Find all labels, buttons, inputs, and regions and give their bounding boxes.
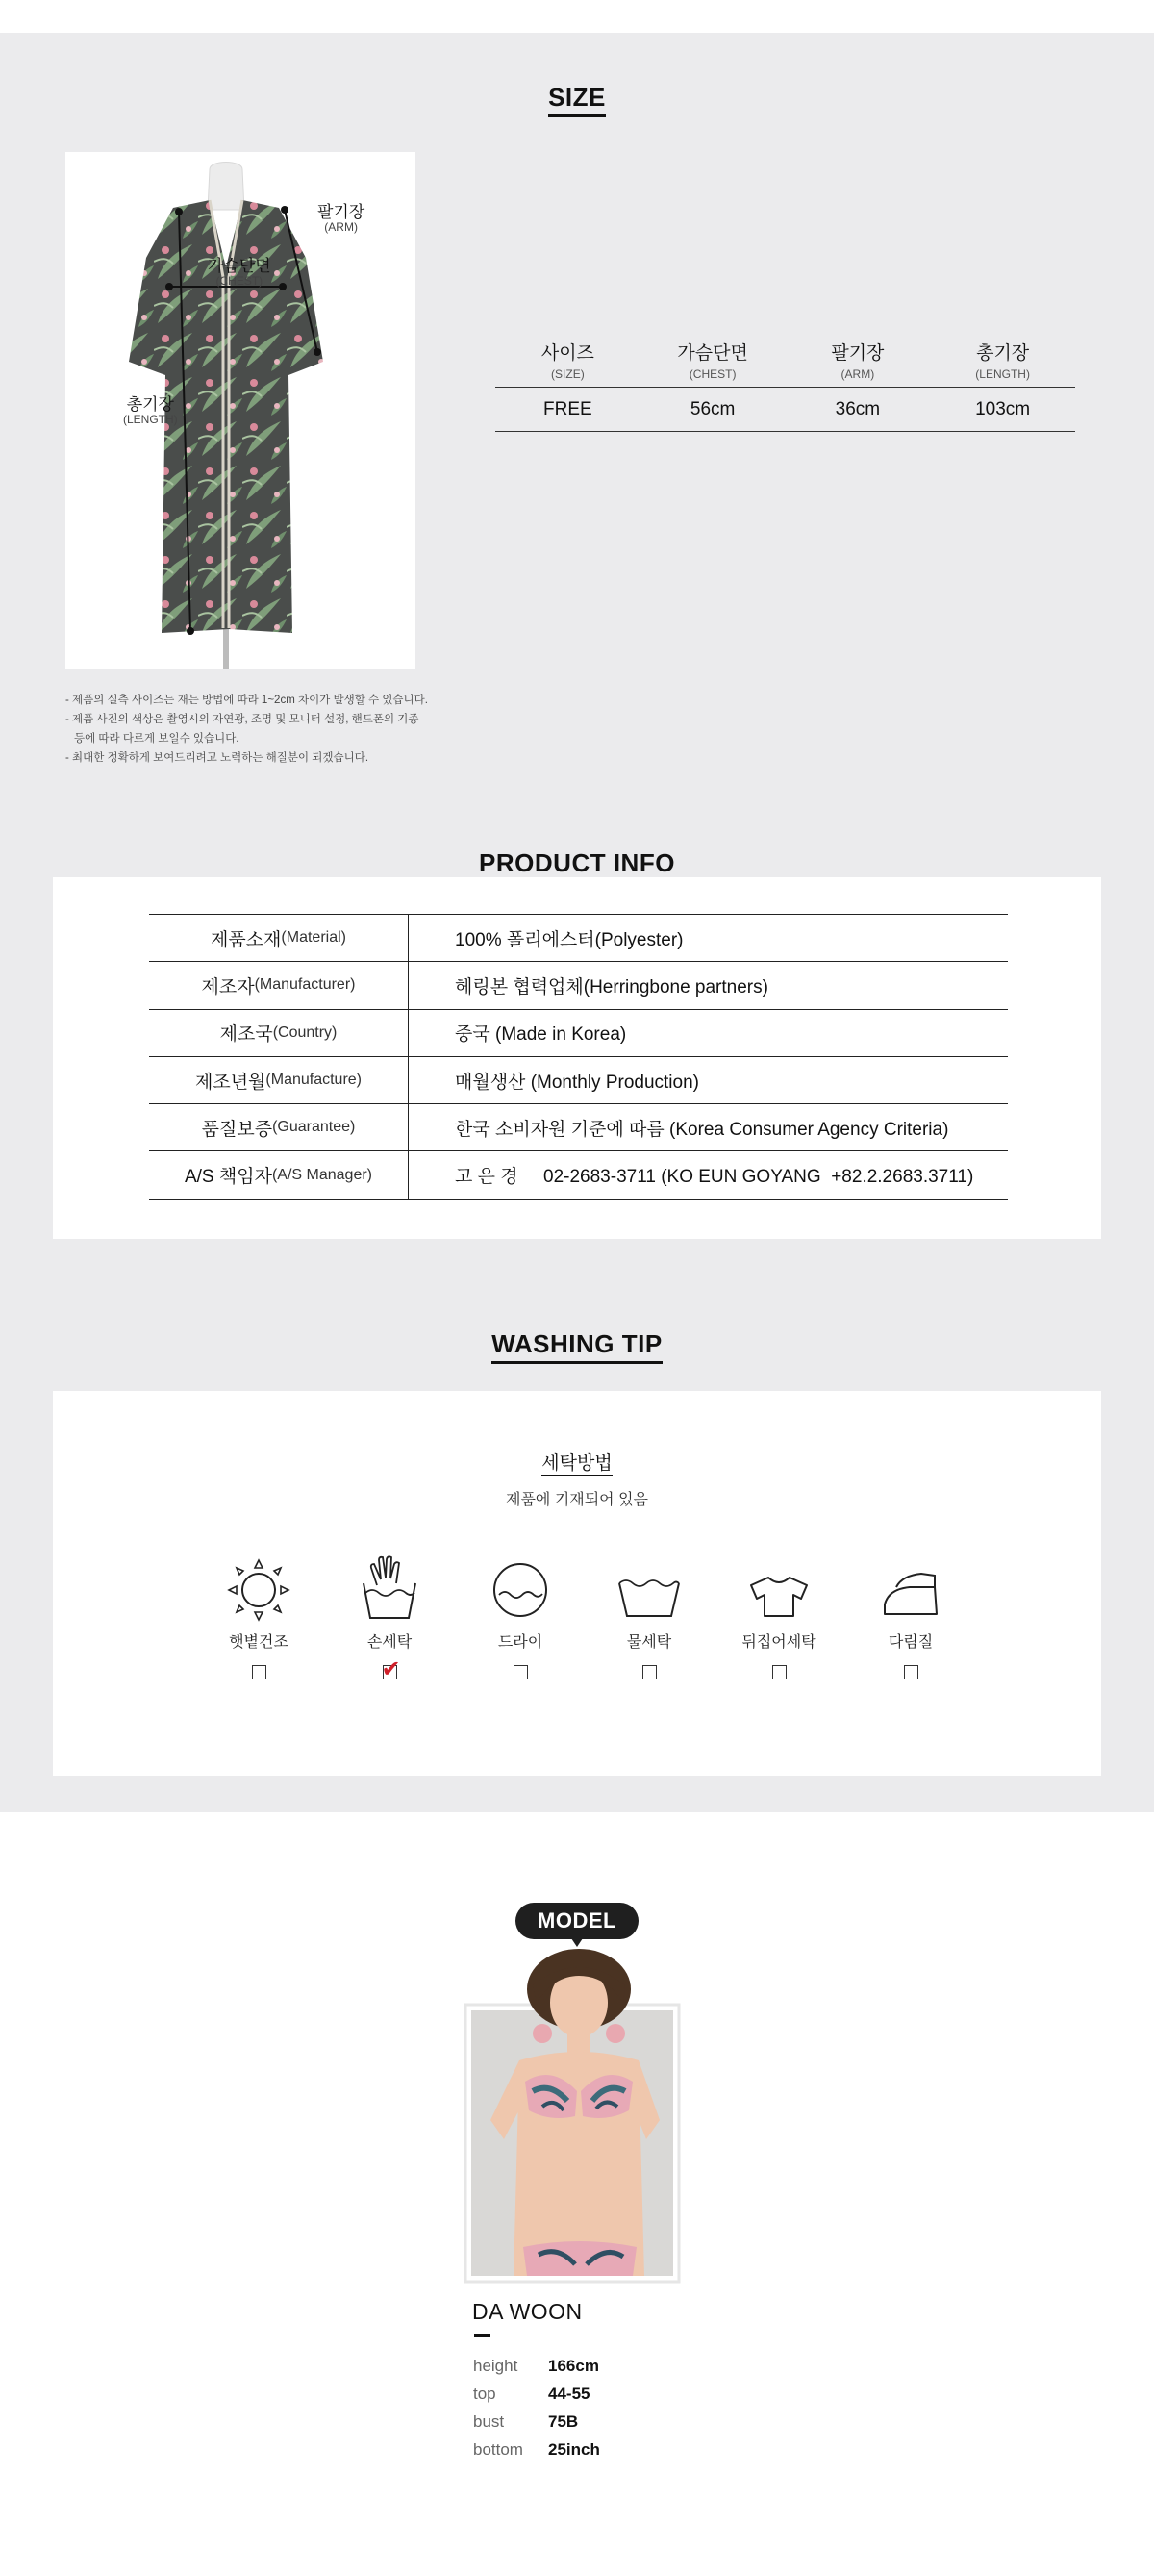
info-row-manufacture-date (149, 1057, 1008, 1104)
wash-item-water-wash (591, 1554, 707, 1679)
info-key: 제조자 (Manufacturer) (149, 962, 409, 1008)
model-stat-row: top 44-55 (473, 2385, 590, 2403)
size-header-cell: 사이즈 (SIZE) (540, 343, 594, 381)
length-label: 총기장 (LENGTH) (123, 395, 178, 426)
model-stat-row: bust 75B (473, 2412, 579, 2431)
info-value: 매월생산 (Monthly Production) (455, 1072, 699, 1093)
info-key: 제조국 (Country) (149, 1010, 409, 1056)
model-name-underline (474, 2334, 490, 2337)
wash-item-hand-wash (332, 1554, 447, 1682)
wash-item-sun-dry (201, 1554, 316, 1679)
chest-label: 가슴단면 (CHEST) (208, 257, 271, 288)
arm-label: 팔기장 (ARM) (317, 203, 365, 234)
info-key: 제조년월 (Manufacture) (149, 1057, 409, 1103)
product-info-box (53, 877, 1101, 1239)
size-note: 등에 따라 다르게 보일수 있습니다. (74, 733, 239, 745)
info-row-material (149, 915, 1008, 962)
info-row-as-manager (149, 1151, 1008, 1199)
check-mark-icon: ✔ (381, 1656, 401, 1682)
size-note: - 최대한 정확하게 보여드리려고 노력하는 해질분이 되겠습니다. (65, 752, 369, 764)
wash-checkbox-checked[interactable] (381, 1656, 401, 1682)
size-note: - 제품의 실측 사이즈는 재는 방법에 따라 1~2cm 차이가 발생할 수 있습니다. (65, 695, 428, 706)
info-row-manufacturer (149, 962, 1008, 1009)
garment-size-figure (65, 152, 415, 669)
info-key: A/S 책임자 (A/S Manager) (149, 1151, 409, 1198)
wash-checkbox[interactable] (772, 1665, 787, 1679)
wash-item-iron (853, 1554, 968, 1679)
info-value: 헤링본 협력업체(Herringbone partners) (455, 976, 768, 998)
sun-dry-icon (225, 1554, 292, 1622)
washing-tip-title: WASHING TIP (0, 1329, 1154, 1364)
model-stat-row: height 166cm (473, 2357, 599, 2375)
size-value: FREE (543, 399, 592, 419)
product-info-title: PRODUCT INFO (479, 848, 675, 877)
hand-wash-icon (356, 1554, 423, 1622)
model-badge: MODEL (515, 1903, 639, 1939)
water-wash-icon (615, 1554, 683, 1622)
size-table-header (495, 339, 1075, 388)
model-photo (462, 1947, 683, 2284)
wash-item-inside-out (721, 1554, 837, 1679)
length-value: 103cm (975, 399, 1031, 419)
info-value: 한국 소비자원 기준에 따름 (Korea Consumer Agency Criteria) (455, 1119, 949, 1140)
wash-checkbox[interactable] (514, 1665, 528, 1679)
inside-out-wash-icon (745, 1554, 813, 1622)
wash-label: 손세탁 (366, 1634, 413, 1651)
wash-label: 다림질 (888, 1634, 934, 1651)
washing-box (53, 1391, 1101, 1776)
wash-label: 드라이 (497, 1634, 543, 1651)
info-value: 100% 폴리에스터(Polyester) (455, 929, 684, 950)
wash-label: 뒤집어세탁 (741, 1634, 816, 1651)
dry-clean-icon (487, 1554, 554, 1622)
washing-subheading: 제품에 기재되어 있음 (506, 1492, 648, 1508)
product-info-table (149, 914, 1008, 1200)
info-key: 제품소재 (Material) (149, 915, 409, 961)
size-notes (65, 691, 469, 768)
info-key: 품질보증 (Guarantee) (149, 1104, 409, 1150)
size-table (495, 339, 1075, 432)
model-name: DA WOON (472, 2299, 583, 2324)
size-note: - 제품 사진의 색상은 촬영시의 자연광, 조명 및 모니터 설정, 핸드폰의 기종 (65, 714, 419, 725)
chest-value: 56cm (690, 399, 736, 419)
size-section-title: SIZE (0, 83, 1154, 117)
arm-value: 36cm (835, 399, 881, 419)
wash-checkbox[interactable] (904, 1665, 918, 1679)
model-stats (473, 2352, 600, 2463)
wash-checkbox[interactable] (642, 1665, 657, 1679)
size-table-row (495, 388, 1075, 432)
model-image (462, 1947, 683, 2284)
iron-icon (877, 1554, 944, 1622)
wash-label: 물세탁 (626, 1634, 672, 1651)
model-stat-row: bottom 25inch (473, 2440, 600, 2459)
wash-item-dry-clean (463, 1554, 578, 1679)
wash-label: 햇볕건조 (229, 1634, 288, 1651)
washing-heading: 세탁방법 (541, 1453, 613, 1474)
info-value: 중국 (Made in Korea) (455, 1024, 627, 1046)
wash-checkbox[interactable] (252, 1665, 266, 1679)
info-row-guarantee (149, 1104, 1008, 1151)
info-value: 고 은 경 02-2683-3711 (KO EUN GOYANG +82.2.2683.3711) (455, 1167, 974, 1188)
length-header-cell: 총기장 (LENGTH) (975, 343, 1030, 381)
arm-header-cell: 팔기장 (ARM) (831, 343, 885, 381)
info-row-country (149, 1010, 1008, 1057)
chest-header-cell: 가슴단면 (CHEST) (677, 343, 748, 381)
